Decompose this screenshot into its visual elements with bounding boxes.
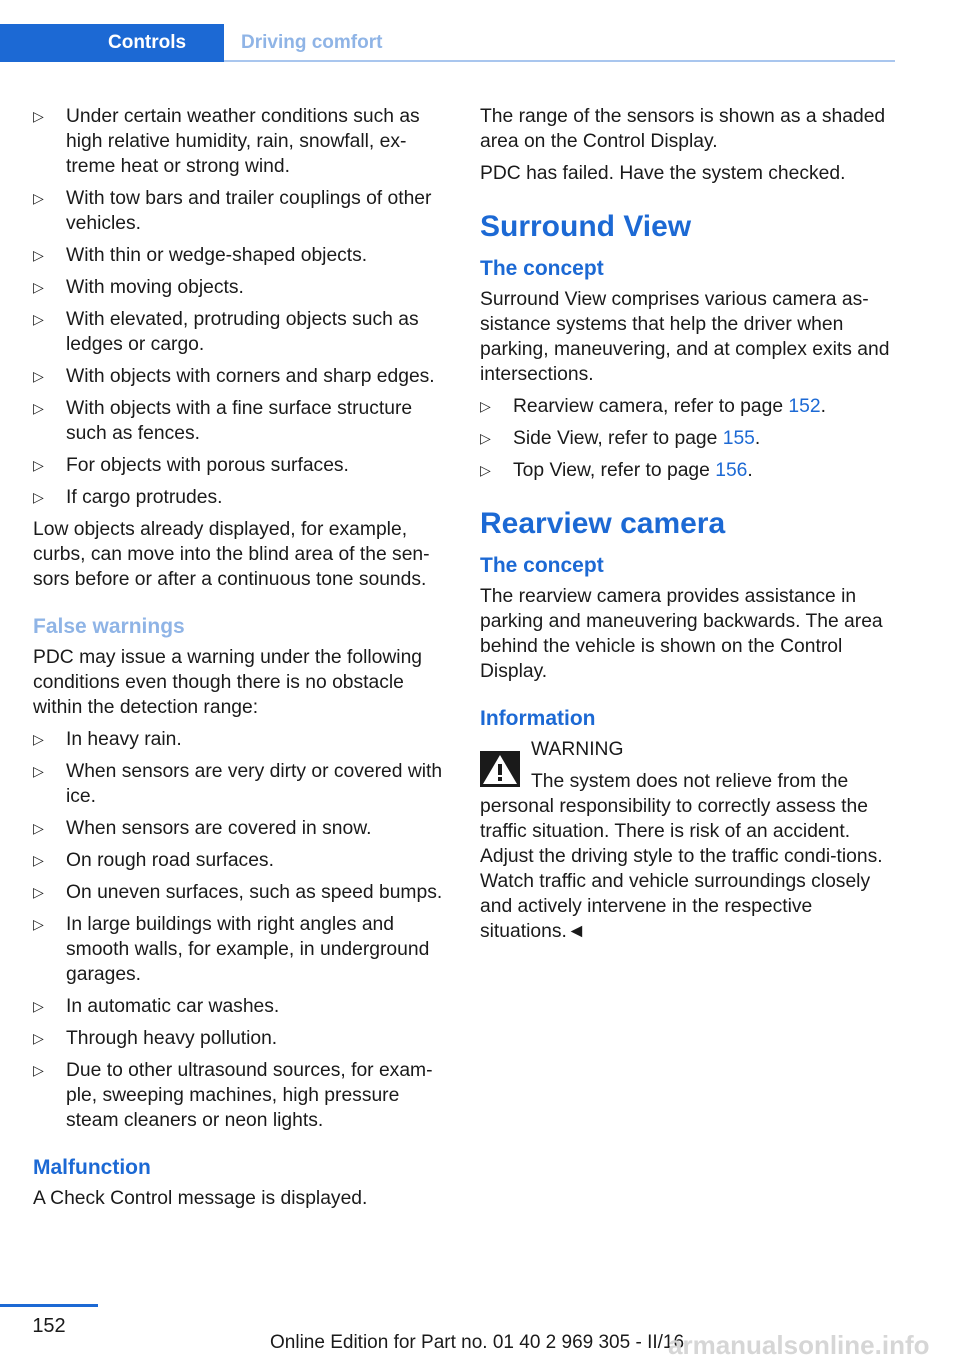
header-divider: [224, 60, 895, 62]
malfunction-heading: Malfunction: [33, 1156, 151, 1179]
list-item: ▷ With objects with a fine surface structure such as fences.: [33, 398, 413, 444]
pdc-failed-paragraph: PDC has failed. Have the system checked.: [480, 163, 846, 184]
list-item: ▷ Due to other ultrasound sources, for exam-ple, sweeping machines, high pressure steam cleaners or neon lights.: [33, 1060, 433, 1131]
list-item: ▷ When sensors are covered in snow.: [33, 818, 372, 839]
false-warnings-list: [33, 727, 449, 1133]
weather-conditions-list: [33, 104, 449, 510]
triangle-bullet-icon: ▷: [33, 311, 44, 327]
list-item: ▷ With objects with corners and sharp edges.: [33, 366, 435, 387]
triangle-bullet-icon: ▷: [33, 884, 44, 900]
low-objects-paragraph: Low objects already displayed, for example, curbs, can move into the blind area of the sen-sors before or after a continuous tone sounds.: [33, 519, 430, 590]
triangle-bullet-icon: ▷: [480, 462, 491, 478]
list-item: ▷ For objects with porous surfaces.: [33, 455, 349, 476]
list-item: ▷ Top View, refer to page 156.: [480, 460, 753, 481]
triangle-bullet-icon: ▷: [33, 998, 44, 1014]
surround-concept-text: Surround View comprises various camera as-sistance systems that help the driver when parking, maneuvering, and at complex exits and intersections.: [480, 289, 890, 385]
triangle-bullet-icon: ▷: [33, 916, 44, 932]
warning-block: [480, 737, 898, 944]
watermark: armanualsonline.info: [668, 1330, 930, 1360]
triangle-bullet-icon: ▷: [33, 190, 44, 206]
section-tab-controls[interactable]: Controls: [0, 24, 224, 62]
rearview-concept-text: The rearview camera provides assistance in parking and maneuvering backwards. The area behind the vehicle is shown on the Control Display.: [480, 586, 883, 682]
triangle-bullet-icon: ▷: [480, 398, 491, 414]
list-item: ▷ On rough road surfaces.: [33, 850, 274, 871]
false-warnings-intro: PDC may issue a warning under the following conditions even though there is no obstacle within the detection range:: [33, 647, 423, 718]
right-column: [480, 104, 898, 944]
surround-view-heading: Surround View: [480, 210, 692, 243]
list-item: ▷ With moving objects.: [33, 277, 244, 298]
list-item: ▷ Through heavy pollution.: [33, 1028, 278, 1049]
information-heading: Information: [480, 707, 596, 730]
page-number: 152: [32, 1315, 66, 1337]
list-item: ▷ In automatic car washes.: [33, 996, 280, 1017]
list-item: ▷ With tow bars and trailer couplings of other vehicles.: [33, 188, 432, 234]
page-link-155[interactable]: 155: [722, 428, 755, 449]
edition-footer: Online Edition for Part no. 01 40 2 969 305 - II/16: [270, 1332, 685, 1353]
warning-text-first-line: The system does not relieve from the: [531, 771, 849, 792]
rearview-camera-heading: Rearview camera: [480, 507, 726, 540]
triangle-bullet-icon: ▷: [33, 1062, 44, 1078]
list-item: ▷ On uneven surfaces, such as speed bumps.: [33, 882, 443, 903]
list-item: ▷ In large buildings with right angles and smooth walls, for example, in underground garages.: [33, 914, 430, 985]
warning-title: WARNING: [531, 739, 624, 760]
surround-view-list: [480, 394, 898, 483]
section-tab-driving-comfort[interactable]: Driving comfort: [241, 32, 383, 53]
list-item: ▷ With elevated, protruding objects such as ledges or cargo.: [33, 309, 419, 355]
triangle-bullet-icon: ▷: [33, 852, 44, 868]
footer-divider: [0, 1304, 98, 1307]
list-item: ▷ If cargo protrudes.: [33, 487, 223, 508]
warning-text: personal responsibility to correctly assess the traffic situation. There is risk of an accident. Adjust the driving style to the traffic condi-tions. Watch traffic and vehicle surroundings closely and actively intervene in the respective situations.◄: [480, 796, 883, 942]
list-item: ▷ Rearview camera, refer to page 152.: [480, 396, 826, 417]
triangle-bullet-icon: ▷: [33, 247, 44, 263]
rearview-concept-heading: The concept: [480, 554, 604, 577]
list-item: ▷ When sensors are very dirty or covered with ice.: [33, 761, 443, 807]
page-link-152[interactable]: 152: [788, 396, 821, 417]
triangle-bullet-icon: ▷: [33, 731, 44, 747]
triangle-bullet-icon: ▷: [33, 108, 44, 124]
surround-concept-heading: The concept: [480, 257, 604, 280]
list-item: ▷ In heavy rain.: [33, 729, 182, 750]
page-header: [0, 24, 895, 62]
triangle-bullet-icon: ▷: [33, 279, 44, 295]
triangle-bullet-icon: ▷: [33, 1030, 44, 1046]
triangle-bullet-icon: ▷: [33, 457, 44, 473]
triangle-bullet-icon: ▷: [33, 763, 44, 779]
triangle-bullet-icon: ▷: [33, 489, 44, 505]
triangle-bullet-icon: ▷: [33, 400, 44, 416]
list-item: ▷ Under certain weather conditions such as high relative humidity, rain, snowfall, ex-treme heat or strong wind.: [33, 106, 420, 177]
sensor-range-paragraph: The range of the sensors is shown as a shaded area on the Control Display.: [480, 106, 886, 152]
triangle-bullet-icon: ▷: [33, 368, 44, 384]
false-warnings-heading: False warnings: [33, 615, 185, 638]
list-item: ▷ With thin or wedge-shaped objects.: [33, 245, 368, 266]
triangle-bullet-icon: ▷: [480, 430, 491, 446]
warning-triangle-icon: [480, 751, 520, 787]
triangle-bullet-icon: ▷: [33, 820, 44, 836]
malfunction-text: A Check Control message is displayed.: [33, 1188, 368, 1209]
list-item: ▷ Side View, refer to page 155.: [480, 428, 761, 449]
left-column: [33, 104, 449, 1218]
page-link-156[interactable]: 156: [715, 460, 748, 481]
